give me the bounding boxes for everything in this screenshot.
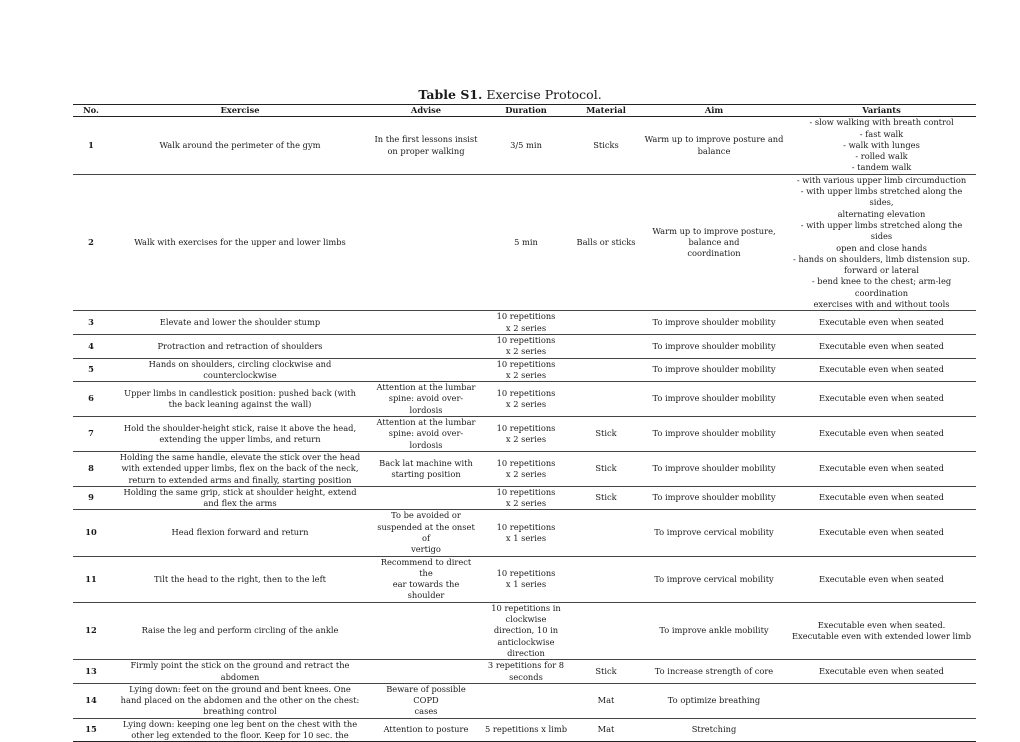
cell-exercise: Protraction and retraction of shoulders <box>109 334 371 358</box>
table-row <box>73 358 976 382</box>
cell-advise: To be avoided or suspended at the onset of vertigo <box>371 510 481 556</box>
cell-aim: To improve shoulder mobility <box>641 334 787 358</box>
cell-variants: Executable even when seated <box>787 486 976 510</box>
cell-advise <box>371 602 481 659</box>
cell-duration: 3/5 min <box>481 117 571 174</box>
cell-material <box>571 358 641 382</box>
cell-aim: Stretching <box>641 718 787 742</box>
cell-variants: Executable even when seated <box>787 334 976 358</box>
cell-no: 5 <box>73 358 109 382</box>
cell-no: 14 <box>73 683 109 718</box>
header-duration: Duration <box>481 105 571 117</box>
cell-aim: To improve shoulder mobility <box>641 486 787 510</box>
cell-advise: Attention at the lumbar spine: avoid over-lordosis <box>371 417 481 452</box>
cell-variants: Executable even when seated <box>787 556 976 602</box>
table-row <box>73 718 976 742</box>
exercise-protocol-table <box>73 104 976 742</box>
cell-aim: Warm up to improve posture and balance <box>641 117 787 174</box>
cell-advise <box>371 660 481 684</box>
table-row <box>73 510 976 556</box>
cell-material <box>571 510 641 556</box>
cell-duration: 10 repetitions in clockwise direction, 10 in anticlockwise direction <box>481 602 571 659</box>
cell-material: Sticks <box>571 117 641 174</box>
cell-exercise: Lying down: feet on the ground and bent knees. One hand placed on the abdomen and the other on the chest: breathing control <box>109 683 371 718</box>
cell-variants: - slow walking with breath control - fast walk - walk with lunges - rolled walk - tandem walk <box>787 117 976 174</box>
cell-duration: 5 repetitions x limb <box>481 718 571 742</box>
table-caption <box>0 87 1020 102</box>
cell-no: 8 <box>73 451 109 486</box>
cell-variants: - with various upper limb circumduction - with upper limbs stretched along the sides, alternating elevation - with upper limbs stretched along the sides open and close hands - hands on shoulders, limb distension sup. forward or lateral - bend knee to the chest; arm-leg coordination exercises with and without tools <box>787 174 976 311</box>
cell-no: 4 <box>73 334 109 358</box>
table-row <box>73 117 976 174</box>
table-row <box>73 602 976 659</box>
cell-duration: 10 repetitions x 1 series <box>481 510 571 556</box>
header-variants: Variants <box>787 105 976 117</box>
table-row <box>73 334 976 358</box>
cell-advise: Beware of possible COPD cases <box>371 683 481 718</box>
cell-variants: Executable even when seated <box>787 417 976 452</box>
cell-duration: 10 repetitions x 2 series <box>481 311 571 335</box>
cell-advise: Back lat machine with starting position <box>371 451 481 486</box>
cell-duration: 10 repetitions x 1 series <box>481 556 571 602</box>
cell-no: 11 <box>73 556 109 602</box>
table-row <box>73 451 976 486</box>
cell-variants <box>787 683 976 718</box>
cell-material: Mat <box>571 683 641 718</box>
cell-advise: In the first lessons insist on proper walking <box>371 117 481 174</box>
cell-exercise: Walk with exercises for the upper and lower limbs <box>109 174 371 311</box>
cell-variants: Executable even when seated <box>787 451 976 486</box>
cell-advise: Attention at the lumbar spine: avoid over-lordosis <box>371 382 481 417</box>
cell-no: 1 <box>73 117 109 174</box>
cell-advise <box>371 311 481 335</box>
cell-variants: Executable even when seated <box>787 510 976 556</box>
cell-exercise: Tilt the head to the right, then to the left <box>109 556 371 602</box>
cell-aim: To improve ankle mobility <box>641 602 787 659</box>
cell-material <box>571 382 641 417</box>
cell-duration: 10 repetitions x 2 series <box>481 486 571 510</box>
cell-no: 15 <box>73 718 109 742</box>
cell-advise <box>371 358 481 382</box>
cell-duration: 10 repetitions x 2 series <box>481 358 571 382</box>
cell-aim: Warm up to improve posture, balance and coordination <box>641 174 787 311</box>
cell-variants <box>787 718 976 742</box>
cell-exercise: Upper limbs in candlestick position: pushed back (with the back leaning against the wall) <box>109 382 371 417</box>
cell-exercise: Hands on shoulders, circling clockwise and counterclockwise <box>109 358 371 382</box>
header-aim: Aim <box>641 105 787 117</box>
cell-variants: Executable even when seated <box>787 382 976 417</box>
cell-material: Stick <box>571 451 641 486</box>
cell-aim: To improve shoulder mobility <box>641 451 787 486</box>
cell-exercise: Hold the shoulder-height stick, raise it above the head, extending the upper limbs, and return <box>109 417 371 452</box>
cell-advise <box>371 486 481 510</box>
cell-material <box>571 311 641 335</box>
cell-exercise: Holding the same handle, elevate the stick over the head with extended upper limbs, flex on the back of the neck, return to extended arms and finally, starting position <box>109 451 371 486</box>
table-row <box>73 556 976 602</box>
cell-aim: To improve shoulder mobility <box>641 358 787 382</box>
header-material: Material <box>571 105 641 117</box>
cell-no: 3 <box>73 311 109 335</box>
cell-no: 2 <box>73 174 109 311</box>
cell-aim: To improve cervical mobility <box>641 556 787 602</box>
cell-material: Mat <box>571 718 641 742</box>
cell-exercise: Holding the same grip, stick at shoulder height, extend and flex the arms <box>109 486 371 510</box>
cell-aim: To optimize breathing <box>641 683 787 718</box>
cell-aim: To improve shoulder mobility <box>641 417 787 452</box>
cell-no: 7 <box>73 417 109 452</box>
cell-aim: To increase strength of core <box>641 660 787 684</box>
cell-material: Stick <box>571 660 641 684</box>
cell-variants: Executable even when seated <box>787 311 976 335</box>
cell-exercise: Raise the leg and perform circling of the ankle <box>109 602 371 659</box>
cell-variants: Executable even when seated <box>787 660 976 684</box>
cell-advise <box>371 174 481 311</box>
cell-advise: Recommend to direct the ear towards the shoulder <box>371 556 481 602</box>
cell-material: Balls or sticks <box>571 174 641 311</box>
cell-material: Stick <box>571 417 641 452</box>
cell-no: 9 <box>73 486 109 510</box>
cell-no: 12 <box>73 602 109 659</box>
table-row <box>73 486 976 510</box>
cell-duration: 10 repetitions x 2 series <box>481 382 571 417</box>
cell-duration: 10 repetitions x 2 series <box>481 451 571 486</box>
cell-advise: Attention to posture <box>371 718 481 742</box>
header-advise: Advise <box>371 105 481 117</box>
caption-label: Table S1. <box>418 87 483 102</box>
cell-no: 13 <box>73 660 109 684</box>
cell-material <box>571 334 641 358</box>
cell-duration: 3 repetitions for 8 seconds <box>481 660 571 684</box>
cell-advise <box>371 334 481 358</box>
cell-exercise: Head flexion forward and return <box>109 510 371 556</box>
cell-aim: To improve cervical mobility <box>641 510 787 556</box>
table-row <box>73 683 976 718</box>
cell-aim: To improve shoulder mobility <box>641 382 787 417</box>
cell-variants: Executable even when seated <box>787 358 976 382</box>
cell-duration: 10 repetitions x 2 series <box>481 334 571 358</box>
header-exercise: Exercise <box>109 105 371 117</box>
cell-duration: 5 min <box>481 174 571 311</box>
table-row <box>73 382 976 417</box>
cell-material: Stick <box>571 486 641 510</box>
cell-exercise: Firmly point the stick on the ground and retract the abdomen <box>109 660 371 684</box>
table-row <box>73 174 976 311</box>
table-body <box>73 117 976 742</box>
table-row <box>73 311 976 335</box>
caption-text: Exercise Protocol. <box>482 87 602 102</box>
cell-no: 10 <box>73 510 109 556</box>
cell-no: 6 <box>73 382 109 417</box>
cell-exercise: Elevate and lower the shoulder stump <box>109 311 371 335</box>
cell-variants: Executable even when seated. Executable even with extended lower limb <box>787 602 976 659</box>
header-no: No. <box>73 105 109 117</box>
cell-aim: To improve shoulder mobility <box>641 311 787 335</box>
cell-material <box>571 602 641 659</box>
cell-material <box>571 556 641 602</box>
table-row <box>73 660 976 684</box>
cell-duration: 10 repetitions x 2 series <box>481 417 571 452</box>
cell-duration <box>481 683 571 718</box>
header-row <box>73 105 976 117</box>
table-row <box>73 417 976 452</box>
cell-exercise: Walk around the perimeter of the gym <box>109 117 371 174</box>
cell-exercise: Lying down: keeping one leg bent on the chest with the other leg extended to the floor. Keep for 10 sec. the <box>109 718 371 742</box>
